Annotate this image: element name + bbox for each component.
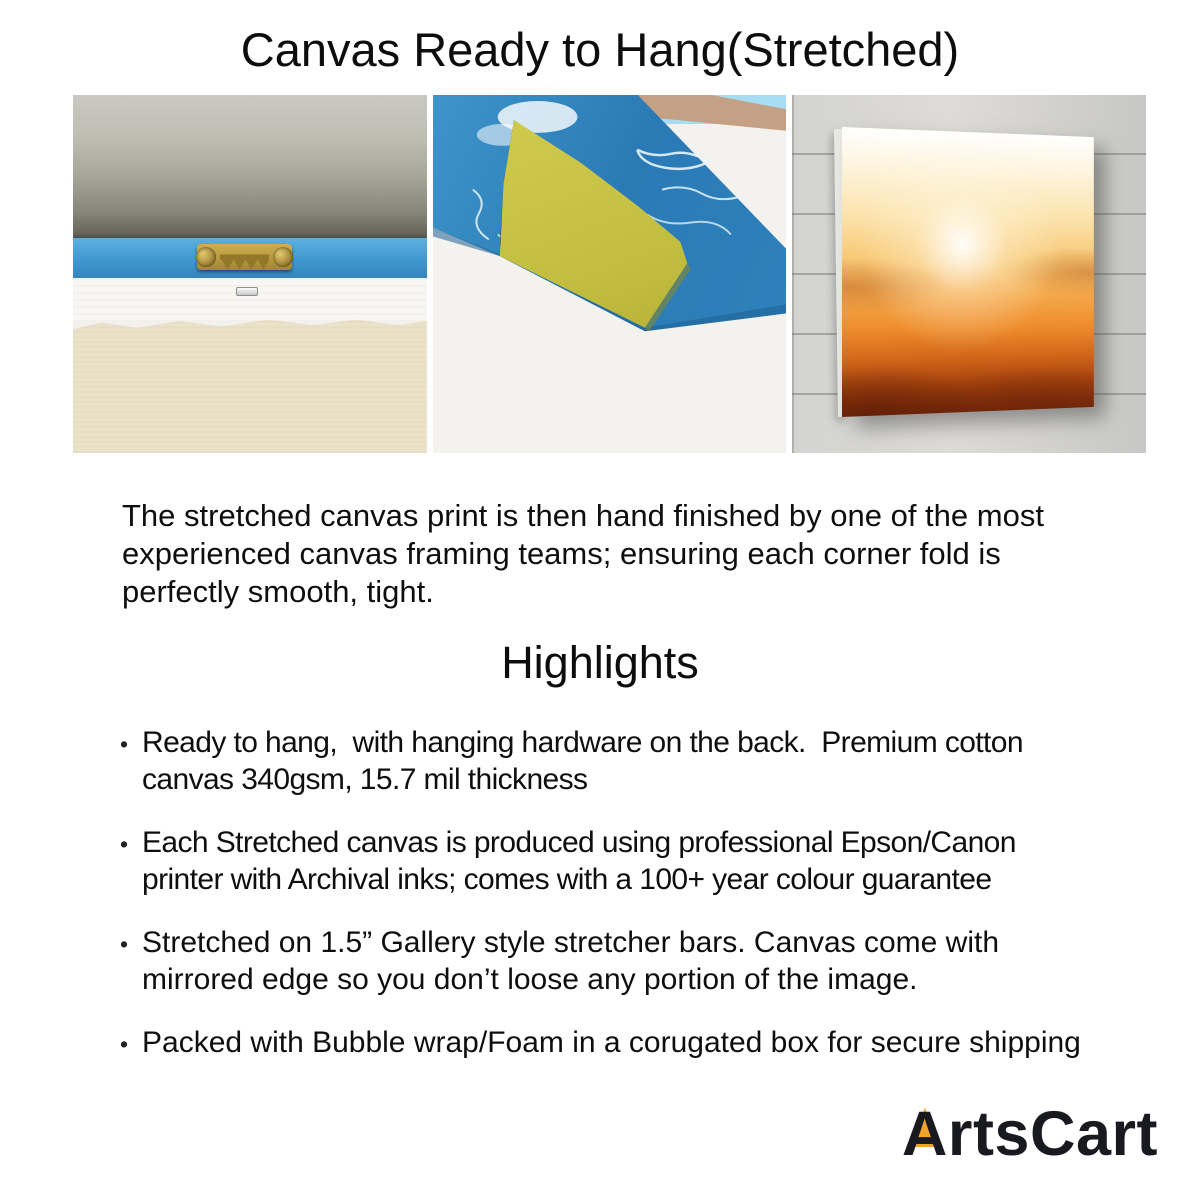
canvas-on-wall-photo xyxy=(792,95,1146,453)
sunset-landscape-canvas xyxy=(842,127,1094,417)
highlight-item-stretcher-bars: • Stretched on 1.5” Gallery style stretcher bars. Canvas come with mirrored edge so you don’t loose any portion of the image. xyxy=(118,925,1088,998)
canvas-back-shading xyxy=(73,95,427,242)
canvas-corner-fold-photo xyxy=(433,95,787,453)
hanger-screw-left xyxy=(196,247,216,267)
logo-letter-a: A xyxy=(901,1099,948,1169)
hanger-screw-right xyxy=(273,247,293,267)
photo-strip xyxy=(73,95,1146,453)
canvas-back-hanger-photo xyxy=(73,95,427,453)
artscart-logo xyxy=(902,1098,1158,1170)
highlights-heading: Highlights xyxy=(501,637,699,688)
highlight-item-packaging: • Packed with Bubble wrap/Foam in a corugated box for secure shipping xyxy=(118,1025,1088,1062)
page-title: Canvas Ready to Hang(Stretched) xyxy=(240,23,960,76)
logo-text-rest: rtsCart xyxy=(947,1099,1158,1169)
canvas-white-band xyxy=(73,278,427,323)
highlight-item-printer-inks: • Each Stretched canvas is produced using professional Epson/Canon printer with Archival inks; comes with a 100+ year colour guarantee xyxy=(118,825,1088,898)
intro-paragraph: The stretched canvas print is then hand finished by one of the most experienced canvas framing teams; ensuring each corner fold is perfectly smooth, tight. xyxy=(122,498,1044,609)
highlight-item-ready-to-hang: • Ready to hang, with hanging hardware on the back. Premium cotton canvas 340gsm, 15.7 mil thickness xyxy=(118,725,1088,798)
sawtooth-hanger xyxy=(197,244,292,270)
sawtooth-teeth xyxy=(220,254,270,269)
canvas-cream-fabric xyxy=(73,317,427,453)
canvas-staple xyxy=(236,287,258,296)
highlights-list xyxy=(118,725,1088,1062)
